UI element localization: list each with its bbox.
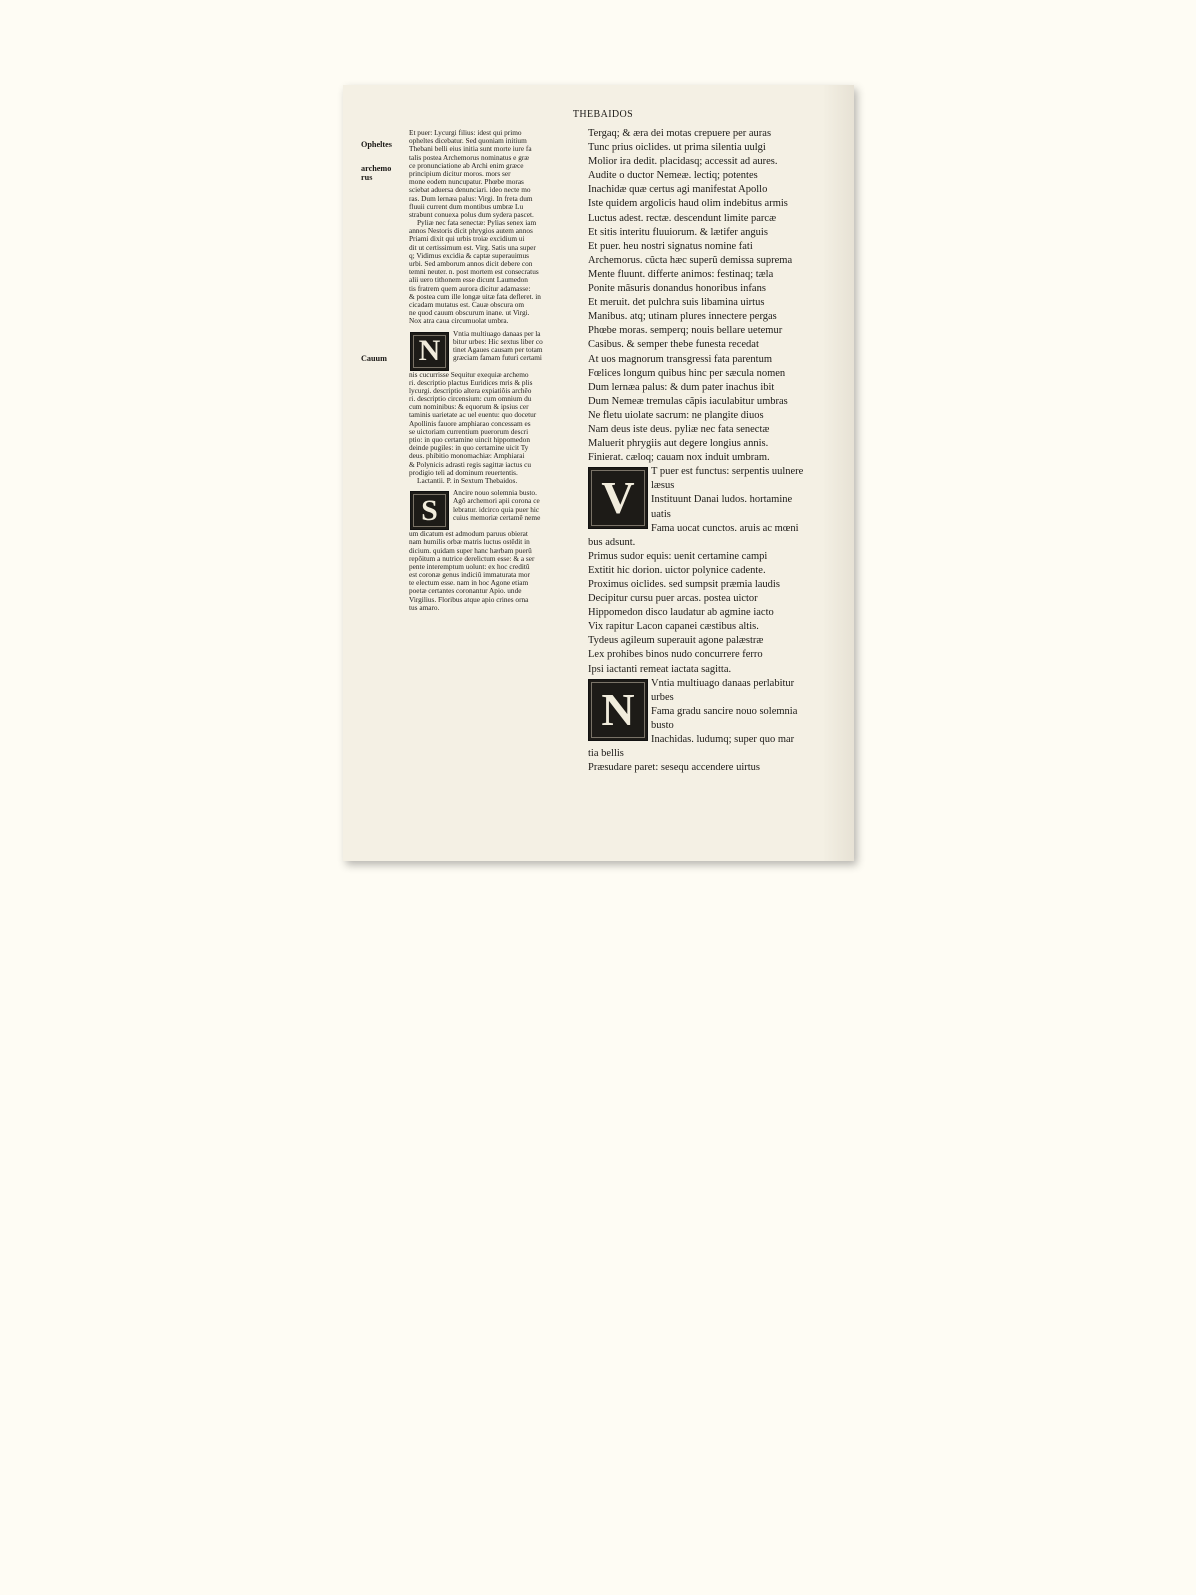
- initial-s-decorated: S: [410, 491, 449, 530]
- verse-line: Iste quidem argolicis haud olim indebitus armis: [588, 198, 788, 210]
- commentary-line: alii uero tithonem esse dicunt Laumedon: [409, 276, 528, 285]
- verse-line: Vntia multiuago danaas perlabitur: [651, 677, 795, 689]
- verse-line: Tunc prius oiclides. ut prima silentia uulgi: [588, 142, 766, 154]
- argument-block-1: [588, 465, 823, 535]
- commentary-line: annos Nestoris dicit phrygios autem annos: [409, 227, 533, 236]
- verse-line: Inachidæ quæ certus agi manifestat Apollo: [588, 184, 768, 196]
- commentary-line: mone eodem nuncupatur. Phœbe moras: [409, 178, 524, 187]
- verse-line: Tydeus agileum superauit agone palæstræ: [588, 635, 764, 647]
- verse-line: At uos magnorum transgressi fata parentum: [588, 353, 772, 365]
- commentary-line: Nox atra caua circumuolat umbra.: [409, 317, 509, 326]
- verse-line: Lex prohibes binos nudo concurrere ferro: [588, 649, 763, 661]
- commentary-line: cicadam mutatus est. Cauæ obscura om: [409, 300, 525, 309]
- commentary-line: & postea cum ille longæ uitæ fata defleret. in: [409, 292, 541, 301]
- verse-line: T puer est functus: serpentis uulnere: [651, 466, 804, 478]
- commentary-line: poetæ certantes coronantur Apio. unde: [409, 587, 522, 596]
- verse-line: Tergaq; & æra dei motas crepuere per auras: [588, 128, 772, 139]
- commentary-paragraph-2: [409, 330, 582, 486]
- commentary-paragraph-3: [409, 489, 582, 612]
- commentary-line: & Polynicis adrasti regis sagittæ iactus cu: [409, 460, 532, 469]
- commentary-line: prodigio teli ad dominum reuertentis.: [409, 468, 518, 477]
- verse-line: Phœbe moras. semperq; nouis bellare uetemur: [588, 325, 783, 337]
- book-page: [343, 85, 854, 861]
- commentary-line: cum nominibus: & equorum & ipsius cer: [409, 403, 529, 412]
- commentary-line: Agõ archemori apii corona ce: [453, 497, 540, 506]
- margin-note-cauum: Cauum: [361, 354, 387, 363]
- verse-line: Primus sudor equis: uenit certamine campi: [588, 550, 768, 562]
- margin-note-archemorus: archemo rus: [361, 164, 392, 182]
- initial-v-decorated: V: [588, 467, 648, 529]
- commentary-line: tus amaro.: [409, 603, 440, 612]
- commentary-line: ras. Dum lernæa palus: Virgi. In freta dum: [409, 194, 533, 203]
- verse-line: Decipitur cursu puer arcas. postea uictor: [588, 593, 758, 605]
- verse-line: Et puer. heu nostri signatus nomine fati: [588, 240, 753, 252]
- commentary-line: Pyliæ nec fata senectæ: Pylias senex iam: [417, 219, 537, 228]
- verse-line: Hippomedon disco laudatur ab agmine iacto: [588, 607, 774, 619]
- commentary-line: deinde pugiles: in quo certamine uicit Ty: [409, 444, 529, 453]
- commentary-line: opheltes dicebatur. Sed quoniam initium: [409, 137, 527, 146]
- verse-line: Fœlices longum quibus hinc per sæcula nomen: [588, 367, 786, 379]
- verse-line: Ponite mãsuris donandus honoribus infans: [588, 283, 766, 295]
- verse-line: tia bellis: [588, 748, 624, 760]
- commentary-line: cuius memoriæ certamẽ neme: [453, 513, 541, 522]
- verse-line: busto: [651, 719, 674, 731]
- commentary-line: Et puer: Lycurgi filius: idest qui primo: [409, 129, 522, 137]
- verse-line: Et meruit. det pulchra suis libamina uirtus: [588, 297, 765, 309]
- verse-line: Audite o ductor Nemeæ. lectiq; potentes: [588, 170, 758, 182]
- verse-line: Dum lernæa palus: & dum pater inachus ibit: [588, 381, 775, 393]
- initial-n-decorated: N: [410, 332, 449, 371]
- verse-line: Et sitis interitu fluuiorum. & lætifer anguis: [588, 226, 768, 238]
- commentary-line: urbi. Sed amborum annos dicit debere con: [409, 260, 533, 268]
- verse-passage-1: [588, 127, 823, 465]
- commentary-line: ce pronunciatione ab Archi enim græce: [409, 161, 524, 170]
- commentary-line: se uictoriam currentium puerorum descri: [409, 427, 529, 436]
- verse-line: Dum Nemeæ tremulas cãpis iaculabitur umbras: [588, 395, 788, 407]
- argument-block-2: [588, 677, 823, 747]
- verse-line: Luctus adest. rectæ. descendunt limite parcæ: [588, 212, 777, 224]
- margin-note-opheltes: Opheltes: [361, 140, 392, 149]
- commentary-line: ptio: in quo certamine uincit hippomedon: [409, 436, 530, 444]
- commentary-line: est coronæ genus indiciũ immaturata mor: [409, 571, 530, 580]
- commentary-line: fluuii current dum montibus umbræ Lu: [409, 202, 524, 211]
- commentary-column: [409, 129, 582, 612]
- commentary-line: dit ut certissimum est. Virg. Satis una super: [409, 243, 536, 252]
- commentary-paragraph-1: [409, 129, 582, 326]
- commentary-line: ri. descriptio plactus Euridices mris & plis: [409, 378, 533, 387]
- verse-line: Archemorus. cũcta hæc superũ demissa suprema: [588, 254, 793, 266]
- commentary-line: te electum esse. nam in hoc Agone etiam: [409, 579, 529, 588]
- verse-line: Vix rapitur Lacon capanei cæstibus altis.: [588, 621, 759, 633]
- running-head: THEBAIDOS: [572, 109, 634, 120]
- commentary-line: Virgilius. Floribus atque apio crines orna: [409, 595, 529, 604]
- commentary-line: um dicatum est admodum paruus obierat: [409, 530, 528, 539]
- verse-line: Fama gradu sancire nouo solemnia: [651, 705, 798, 717]
- verse-line: læsus: [651, 480, 675, 492]
- commentary-line: Ancire nouo solemnia busto.: [453, 489, 537, 498]
- commentary-line: temni neuter. n. post mortem est consecratus: [409, 268, 539, 277]
- verse-passage-3: [588, 747, 823, 775]
- commentary-line: dicium. quidam super hanc hærbam puerũ: [409, 546, 532, 555]
- verse-line: bus adsunt.: [588, 536, 636, 548]
- commentary-line: sciebat aduersa denunciari. ideo necte mo: [409, 186, 531, 195]
- commentary-line: nis cucurrisse Sequitur exequiæ archemo: [409, 370, 529, 379]
- commentary-line: tinet Agaues causam per totam: [453, 345, 543, 354]
- commentary-line: pente interemptum uolunt: ex hoc creditũ: [409, 562, 530, 571]
- verse-line: Casibus. & semper thebe funesta recedat: [588, 339, 759, 351]
- verse-line: Instituunt Danai ludos. hortamine: [651, 494, 793, 506]
- commentary-line: lebratur. idcirco quia puer hic: [453, 505, 540, 514]
- commentary-line: strabunt conuexa polus dum sydera pascet.: [409, 210, 534, 219]
- verse-passage-2: [588, 536, 823, 677]
- commentary-line: q; Vidimus excidia & captæ superauimus: [409, 251, 530, 260]
- commentary-line: græciam famam futuri certami: [453, 354, 542, 363]
- commentary-line: nam humilis orbæ matris luctus ostẽdit in: [409, 538, 530, 547]
- commentary-line: bitur urbes: Hic sextus liber co: [453, 337, 543, 346]
- commentary-line: Thebani belli eius initia sunt morte iure fa: [409, 145, 532, 154]
- commentary-line: Vntia multiuago danaas per la: [453, 329, 541, 338]
- verse-line: Ipsi iactanti remeat iactata sagitta.: [588, 663, 732, 675]
- verse-line: Molior ira dedit. placidasq; accessit ad aures.: [588, 156, 778, 168]
- verse-line: urbes: [651, 691, 674, 703]
- verse-line: uatis: [651, 508, 671, 520]
- commentary-line: ne quod cauum obscurum inane. ut Virgi.: [409, 309, 530, 318]
- verse-line: Manibus. atq; utinam plures innectere pergas: [588, 311, 777, 323]
- initial-n-large-decorated: N: [588, 679, 648, 741]
- commentary-line: deus. phibitio monomachiæ: Amphiarai: [409, 452, 525, 461]
- verse-line: Extitit hic dorion. uictor polynice cadente.: [588, 564, 766, 576]
- commentary-line: principium dicitur moros. mors ser: [409, 169, 511, 178]
- commentary-line: ri. descriptio circensium: cum omnium du: [409, 395, 532, 404]
- verse-line: Mente fluunt. differte animos: festinaq; tæla: [588, 268, 774, 280]
- commentary-line: repõitum a nutrice derelictum esse: & a ser: [409, 554, 535, 563]
- verse-line: Ne fletu uiolate sacrum: ne plangite diuos: [588, 409, 764, 421]
- commentary-line: talis postea Archemorus nominatus e græ: [409, 153, 530, 162]
- commentary-line: Apollinis fauore amphiarao concessam es: [409, 419, 531, 428]
- verse-line: Nam deus iste deus. pyliæ nec fata senectæ: [588, 423, 770, 435]
- verse-line: Fama uocat cunctos. aruis ac mœni: [651, 522, 799, 534]
- commentary-line: Priami dixit qui urbis troiæ excidium ui: [409, 235, 525, 244]
- verse-column: [588, 127, 823, 775]
- verse-line: Præsudare paret: sesequ accendere uirtus: [588, 762, 761, 774]
- commentary-line: tis fratrem quem aurora dicitur adamasse:: [409, 284, 531, 293]
- verse-line: Proximus oiclides. sed sumpsit præmia laudis: [588, 579, 780, 590]
- verse-line: Finierat. cæloq; cauam nox induit umbram.: [588, 452, 770, 464]
- commentary-line: lycurgi. descriptio altera expiatiõis archẽo: [409, 386, 532, 395]
- verse-line: Maluerit phrygiis aut degere longius annis.: [588, 438, 769, 450]
- commentary-line: Lactantii. P. in Sextum Thebaidos.: [417, 476, 518, 485]
- verse-line: Inachidas. ludumq; super quo mar: [651, 734, 795, 746]
- commentary-line: taminis uarietate ac uel euentu: quo docetur: [409, 411, 537, 420]
